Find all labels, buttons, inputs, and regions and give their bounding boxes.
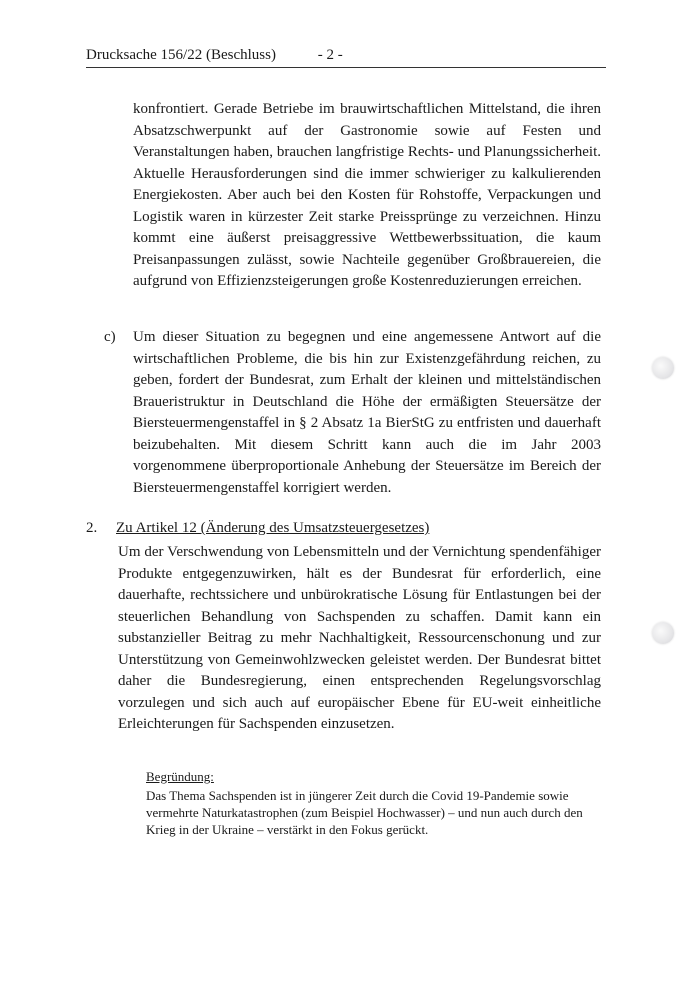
list-item-label: c) (104, 329, 116, 345)
section-heading (86, 518, 429, 539)
punch-hole-mark (652, 357, 674, 379)
section-number: 2. (86, 520, 98, 536)
punch-hole-mark (652, 622, 674, 644)
continuation-paragraph: konfrontiert. Gerade Betriebe im brauwirtschaftlichen Mittelstand, die ihren Absatzschwerpunkt auf der Gastronomie sowie auf Festen und Veranstaltungen haben, brauchen langfristige Rechts- und Planungssicherheit. Aktuelle Herausforderungen sind die immer schwieriger zu kalkulierenden Energiekosten. Aber auch bei den Kosten für Rohstoffe, Verpackungen und Logistik waren in kürzester Zeit starke Preissprünge zu verzeichnen. Hinzu kommt eine äußerst preisaggressive Wettbewerbssituation, die kaum Preisanpassungen zulässt, sowie Nachteile gegenüber Großbrauereien, die aufgrund von Effizienzsteigerungen große Kostenreduzierungen erreichen. (133, 101, 601, 289)
document-reference: Drucksache 156/22 (Beschluss) (86, 47, 276, 63)
section-title: Zu Artikel 12 (Änderung des Umsatzsteuergesetzes) (116, 520, 430, 536)
list-item-c (104, 327, 601, 499)
justification-block (146, 768, 598, 838)
justification-label: Begründung: (146, 769, 214, 784)
justification-text: Das Thema Sachspenden ist in jüngerer Zeit durch die Covid 19-Pandemie sowie vermehrte Naturkatastrophen (zum Beispiel Hochwasser) – und nun auch durch den Krieg in der Ukraine – verstärkt in den Fokus gerückt. (146, 788, 583, 837)
page-number: - 2 - (317, 47, 343, 63)
list-item-text: Um dieser Situation zu begegnen und eine angemessene Antwort auf die wirtschaftlichen Probleme, die bis hin zur Existenzgefährdung reichen, zu geben, fordert der Bundesrat, zum Erhalt der kleinen und mittelständischen Braueristruktur in Deutschland die Höhe der ermäßigten Steuersätze der Biersteuermengenstaffel in § 2 Absatz 1a BierStG zu entfristen und dauerhaft beizubehalten. Mit diesem Schritt kann auch die im Jahr 2003 vorgenommene überproportionale Anhebung der Steuersätze im Bereich der Biersteuermengenstaffel korrigiert werden. (133, 329, 601, 496)
section-paragraph: Um der Verschwendung von Lebensmitteln und der Vernichtung spendenfähiger Produkte entgegenzuwirken, hält es der Bundesrat für erforderlich, eine dauerhafte, rechtssichere und unbürokratische Lösung für Entlastungen bei der steuerlichen Behandlung von Sachspenden zu schaffen. Damit kann ein substanzieller Beitrag zu mehr Nachhaltigkeit, Ressourcenschonung und zur Unterstützung von Gemeinwohlzwecken geleistet werden. Der Bundesrat bittet daher die Bundesregierung, einen entsprechenden Regelungsvorschlag vorzulegen und sich auch auf europäischer Ebene für EU-weit einheitliche Erleichterungen für Sachspenden einzusetzen. (118, 544, 601, 732)
page-header (86, 46, 606, 68)
